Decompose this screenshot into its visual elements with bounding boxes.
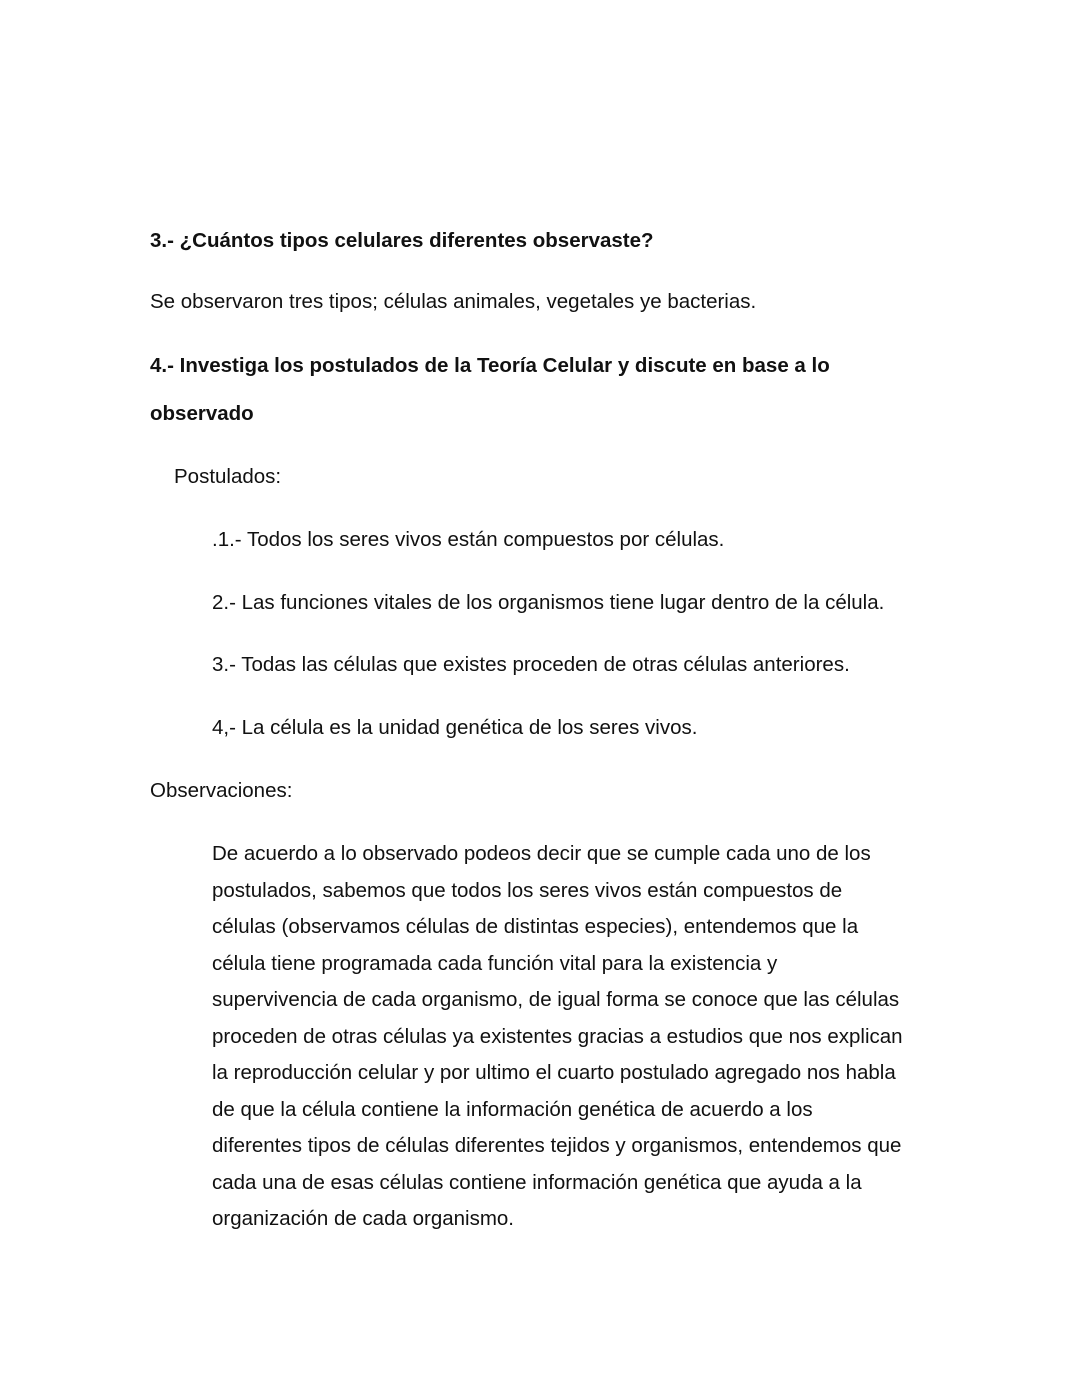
- observaciones-line: diferentes tipos de células diferentes tejidos y organismos, entendemos que: [212, 1134, 902, 1157]
- question-4-heading-line: 4.- Investiga los postulados de la Teoría Celular y discute en base a lo: [150, 354, 830, 377]
- postulado-item: 2.- Las funciones vitales de los organismos tiene lugar dentro de la célula.: [212, 591, 885, 614]
- observaciones-line: cada una de esas células contiene información genética que ayuda a la: [212, 1170, 862, 1194]
- postulados-label: Postulados:: [174, 465, 282, 488]
- observaciones-line: célula tiene programada cada función vital para la existencia y: [212, 951, 778, 975]
- postulado-item: .1.- Todos los seres vivos están compuestos por células.: [212, 528, 725, 551]
- observaciones-line: De acuerdo a lo observado podeos decir que se cumple cada uno de los: [212, 842, 871, 865]
- question-4-heading-line: observado: [150, 402, 254, 425]
- question-3-heading: 3.- ¿Cuántos tipos celulares diferentes observaste?: [150, 229, 654, 252]
- observaciones-line: de que la célula contiene la información genética de acuerdo a los: [212, 1097, 813, 1121]
- observaciones-line: la reproducción celular y por ultimo el cuarto postulado agregado nos habla: [212, 1061, 896, 1084]
- observaciones-line: organización de cada organismo.: [212, 1207, 514, 1230]
- observaciones-line: supervivencia de cada organismo, de igual forma se conoce que las células: [212, 988, 900, 1011]
- postulado-item: 4,- La célula es la unidad genética de los seres vivos.: [212, 716, 698, 739]
- question-3-answer: Se observaron tres tipos; células animales, vegetales ye bacterias.: [150, 290, 757, 313]
- observaciones-line: células (observamos células de distintas especies), entendemos que la: [212, 915, 859, 938]
- observaciones-line: postulados, sabemos que todos los seres vivos están compuestos de: [212, 878, 843, 902]
- observaciones-line: proceden de otras células ya existentes gracias a estudios que nos explican: [212, 1024, 903, 1048]
- observaciones-label: Observaciones:: [150, 779, 293, 802]
- postulado-item: 3.- Todas las células que existes proceden de otras células anteriores.: [212, 653, 850, 676]
